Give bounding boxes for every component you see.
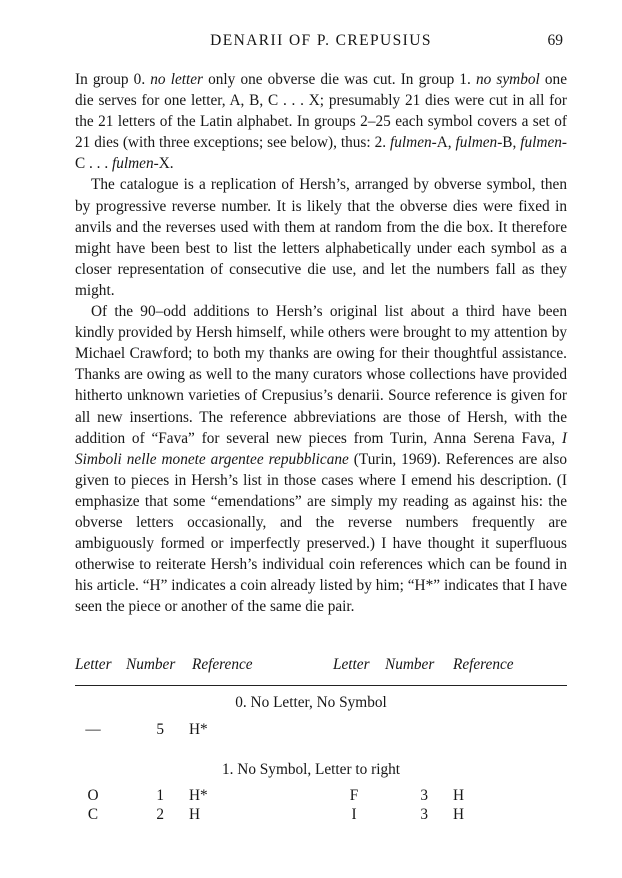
- italic-text: fulmen: [455, 134, 498, 152]
- italic-text: fulmen: [390, 134, 432, 152]
- letter-cell: —: [85, 721, 101, 738]
- column-header: Reference: [453, 656, 514, 673]
- letter-cell: C: [87, 806, 99, 823]
- page-header: [75, 32, 567, 52]
- reference-cell: H*: [189, 787, 208, 804]
- text-run: (Turin, 1969). References are also given to pieces in Hersh’s list in those cases where I emend his description. (I emphasize that some “emendations” are simply my reading as against his: the obverse letters occasionally, and the reverse numbers frequently are ambiguously formed or imperfectly preserved.) I have thought it superfluous otherwise to reiterate Hersh’s individual coin references which can be found in his article. “H” indicates a coin already listed by him; “H*” indicates that I have seen the piece or another of the same die pair.: [75, 450, 567, 616]
- number-cell: 3: [420, 806, 428, 823]
- group-heading: 0. No Letter, No Symbol: [235, 694, 387, 711]
- letter-cell: F: [349, 787, 359, 804]
- paragraph: [75, 301, 567, 617]
- text-run: -X.: [153, 155, 174, 173]
- paragraph: [75, 174, 567, 301]
- group-heading: 1. No Symbol, Letter to right: [221, 761, 401, 778]
- paragraph: [75, 69, 567, 174]
- number-cell: 1: [156, 787, 164, 804]
- text-run: Of the 90–odd additions to Hersh’s original list about a third have been kindly provided by Hersh himself, while others were brought to my attention by Michael Crawford; to both my thanks are owing for their thoughtful assistance. Thanks are owing as well to the many curators whose collections have provided hitherto unknown varieties of Crepusius’s denarii. Source reference is given for all new insertions. The reference abbreviations are those of Hersh, with the addition of “Fava” for several new pieces from Turin, Anna Serena Fava,: [75, 303, 567, 447]
- text-run: -A,: [431, 134, 456, 152]
- reference-cell: H: [453, 806, 465, 823]
- column-header: Letter: [75, 656, 112, 673]
- italic-text: no letter: [150, 71, 203, 88]
- column-header: Reference: [192, 656, 253, 673]
- text-run: -B,: [497, 134, 521, 152]
- italic-text: no symbol: [476, 71, 540, 88]
- italic-text: fulmen: [111, 155, 154, 173]
- column-header: Number: [385, 656, 435, 673]
- letter-cell: O: [87, 787, 99, 804]
- number-cell: 3: [420, 787, 428, 804]
- italic-text: fulmen: [520, 134, 562, 152]
- text-run: The catalogue is a replication of Hersh’s, arranged by obverse symbol, then by progressive reverse number. It is likely that the obverse dies were fixed in anvils and the reverses used with them at random from the die box. It therefore might have been best to list the letters alphabetically under each symbol as a closer representation of consecutive die use, and let the numbers fall as they might.: [75, 176, 567, 299]
- number-cell: 2: [156, 806, 164, 823]
- body-text: [75, 69, 567, 617]
- column-header: Number: [126, 656, 176, 673]
- table-rule: [75, 685, 567, 686]
- running-head: DENARII OF P. CREPUSIUS: [210, 32, 432, 49]
- text-run: only one obverse die was cut. In group 1.: [203, 71, 476, 88]
- text-run: one die serves for one letter, A, B, C . . . X; presumably 21 dies were cut in all for the 21 letters of the Latin alphabet. In groups 2–25 each symbol covers a set of 21 dies (with three exceptions; see below), thus: 2.: [75, 71, 567, 152]
- text-run: -C . . .: [75, 134, 567, 173]
- letter-cell: I: [351, 806, 357, 823]
- page-number: 69: [547, 32, 563, 49]
- reference-cell: H*: [189, 721, 208, 738]
- text-run: In group 0.: [75, 71, 151, 88]
- number-cell: 5: [156, 721, 164, 738]
- reference-cell: H: [453, 787, 465, 804]
- italic-text: I Simboli nelle monete argentee repubblicane: [75, 429, 567, 468]
- reference-cell: H: [189, 806, 201, 823]
- column-header: Letter: [333, 656, 370, 673]
